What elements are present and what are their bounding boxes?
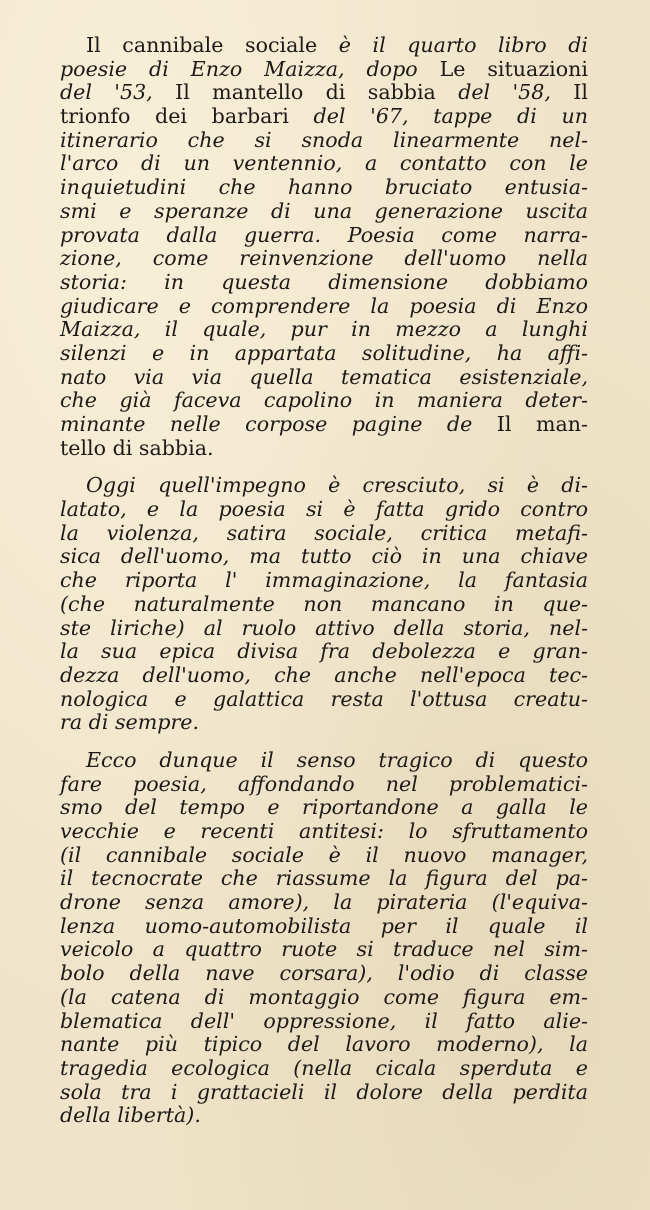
roman-run: Il cannibale sociale [86, 33, 339, 57]
italic-run: l'arco di un ventennio, a contatto con le [60, 151, 588, 176]
italic-run: minante nelle corpose pagine de [60, 412, 497, 436]
italic-run: vecchie e recenti antitesi: lo sfruttamento [60, 819, 588, 843]
text-line [60, 81, 588, 105]
text-line [60, 247, 588, 271]
italic-run: poesie di Enzo Maizza, dopo [60, 56, 440, 81]
italic-run: nante più tipico del lavoro moderno), la [60, 1032, 588, 1057]
italic-run: drone senza amore), la pirateria (l'equiva- [60, 890, 588, 915]
roman-run: trionfo dei barbari [60, 104, 314, 129]
roman-run: Il [573, 80, 589, 105]
italic-run: che già faceva capolino in maniera deter- [60, 388, 588, 413]
roman-run: Il mantello di sabbia [175, 80, 459, 105]
text-line [60, 224, 588, 248]
text-line [60, 962, 588, 986]
text-line [60, 437, 588, 461]
text-line [60, 34, 588, 58]
text-block [60, 34, 588, 1142]
italic-run: sola tra i grattacieli il dolore della perdita [60, 1079, 588, 1104]
text-line [60, 773, 588, 797]
text-line [60, 986, 588, 1010]
text-line [60, 152, 588, 176]
italic-run: nato via via quella tematica esistenziale, [60, 364, 588, 389]
text-line [60, 176, 588, 200]
italic-run: del '58, [458, 80, 574, 105]
italic-run: che riporta l' immaginazione, la fantasia [60, 568, 588, 593]
italic-run: giudicare e comprendere la poesia di Enzo [60, 293, 588, 318]
roman-run: Le situazioni [439, 56, 588, 81]
text-line [60, 342, 588, 366]
text-line [60, 129, 588, 153]
roman-run: tello di sabbia [60, 435, 207, 460]
italic-run: ste liriche) al ruolo attivo della storia, nel- [60, 615, 588, 640]
italic-run: del '53, [60, 80, 176, 105]
text-line [60, 569, 588, 593]
italic-run: (la catena di montaggio come figura em- [60, 984, 588, 1009]
text-line [60, 749, 588, 773]
text-line [60, 474, 588, 498]
italic-run: (che naturalmente non mancano in que- [60, 591, 588, 616]
text-line [60, 688, 588, 712]
text-line [60, 1081, 588, 1105]
italic-run: tragedia ecologica (nella cicala sperduta e [60, 1055, 588, 1080]
text-line [60, 271, 588, 295]
italic-run: bolo della nave corsara), l'odio di classe [60, 961, 588, 986]
italic-run: itinerario che si snoda linearmente nel- [60, 127, 588, 152]
italic-run: fare poesia, affondando nel problematici- [60, 771, 588, 796]
italic-run: Ecco dunque il senso tragico di questo [86, 747, 588, 772]
text-line [60, 1104, 588, 1128]
italic-run: inquietudini che hanno bruciato entusia- [60, 175, 588, 200]
italic-run: ra di sempre. [60, 710, 200, 735]
italic-run: veicolo a quattro ruote si traduce nel sim- [60, 937, 588, 962]
text-line [60, 58, 588, 82]
text-line [60, 366, 588, 390]
text-line [60, 664, 588, 688]
text-line [60, 617, 588, 641]
text-line [60, 938, 588, 962]
text-line [60, 844, 588, 868]
paragraph-1 [60, 34, 588, 460]
italic-run: il tecnocrate che riassume la figura del pa- [60, 866, 588, 891]
italic-run: lenza uomo-automobilista per il quale il [60, 913, 588, 938]
italic-run: silenzi e in appartata solitudine, ha affi- [60, 340, 588, 365]
paragraph-2 [60, 474, 588, 735]
italic-run: Oggi quell'impegno è cresciuto, si è di- [86, 473, 588, 498]
italic-run: blematica dell' oppressione, il fatto alie- [60, 1008, 588, 1033]
text-line [60, 389, 588, 413]
text-line [60, 1010, 588, 1034]
text-line [60, 295, 588, 319]
italic-run: sica dell'uomo, ma tutto ciò in una chiave [60, 544, 588, 569]
italic-run: nologica e galattica resta l'ottusa creatu- [60, 686, 588, 711]
italic-run: provata dalla guerra. Poesia come narra- [60, 222, 588, 247]
text-line [60, 318, 588, 342]
text-line [60, 545, 588, 569]
text-line [60, 200, 588, 224]
text-line [60, 820, 588, 844]
text-line [60, 522, 588, 546]
italic-run: del '67, tappe di un [313, 104, 588, 129]
text-line [60, 711, 588, 735]
italic-run: dezza dell'uomo, che anche nell'epoca tec- [60, 662, 588, 687]
italic-run: smi e speranze di una generazione uscita [60, 198, 588, 223]
paragraph-3 [60, 749, 588, 1128]
italic-run: storia: in questa dimensione dobbiamo [60, 269, 588, 294]
text-line [60, 413, 588, 437]
text-line [60, 891, 588, 915]
text-line [60, 1057, 588, 1081]
italic-run: latato, e la poesia si è fatta grido contro [60, 497, 588, 522]
text-line [60, 915, 588, 939]
text-line [60, 593, 588, 617]
roman-run: Il man- [496, 412, 588, 436]
text-line [60, 105, 588, 129]
italic-run: (il cannibale sociale è il nuovo manager, [60, 842, 588, 867]
italic-run: smo del tempo e riportandone a galla le [60, 795, 588, 820]
text-line [60, 867, 588, 891]
text-line [60, 1033, 588, 1057]
text-line [60, 640, 588, 664]
italic-run: Maizza, il quale, pur in mezzo a lunghi [60, 317, 588, 342]
text-line [60, 498, 588, 522]
italic-run: zione, come reinvenzione dell'uomo nella [60, 246, 588, 271]
italic-run: . [206, 435, 214, 460]
text-line [60, 796, 588, 820]
italic-run: della libertà). [60, 1103, 201, 1128]
italic-run: la sua epica divisa fra debolezza e gran- [60, 639, 588, 664]
italic-run: è il quarto libro di [338, 33, 588, 57]
italic-run: la violenza, satira sociale, critica metafi- [60, 520, 588, 545]
